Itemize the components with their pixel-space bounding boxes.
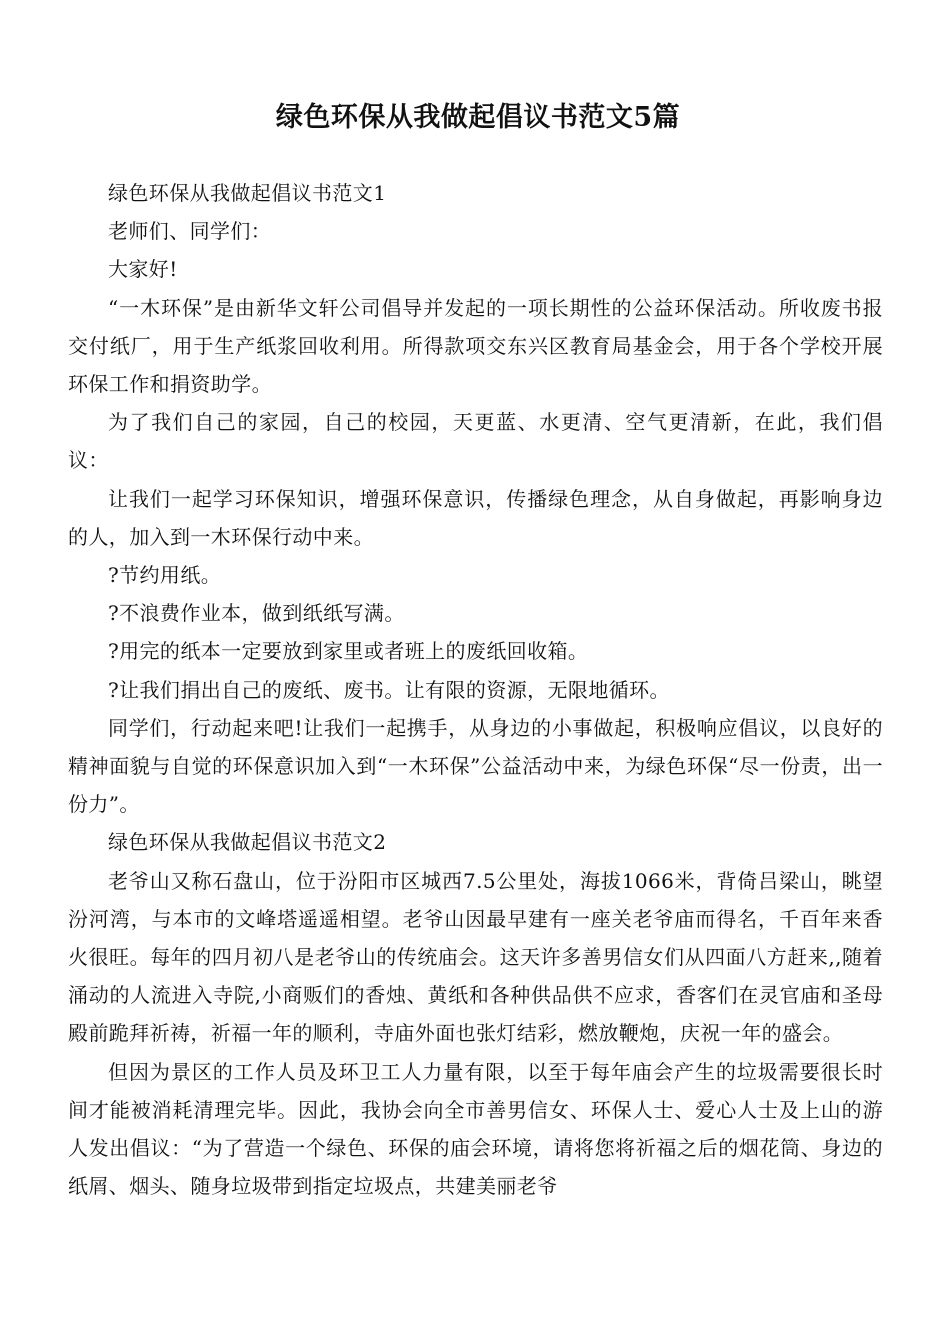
document-page <box>68 96 883 1205</box>
paragraph-body: 让我们一起学习环保知识，增强环保意识，传播绿色理念，从自身做起，再影响身边的人，加入到一木环保行动中来。 <box>68 486 883 549</box>
paragraph-section-heading-2: 绿色环保从我做起倡议书范文2 <box>108 830 387 855</box>
paragraph-section-heading-1: 绿色环保从我做起倡议书范文1 <box>108 181 387 205</box>
paragraph-list-item: ?不浪费作业本，做到纸纸写满。 <box>108 601 405 626</box>
document-title: 绿色环保从我做起倡议书范文5篇 <box>275 102 681 133</box>
paragraph-body: “一木环保”是由新华文轩公司倡导并发起的一项长期性的公益环保活动。所收废书报交付纸厂，用于生产纸浆回收利用。所得款项交东兴区教育局基金会，用于各个学校开展环保工作和捐资助学。 <box>68 295 883 397</box>
paragraph-list-item: ?节约用纸。 <box>108 563 222 588</box>
paragraph-list-item: ?让我们捐出自己的废纸、废书。让有限的资源，无限地循环。 <box>108 677 670 702</box>
paragraph-body: 但因为景区的工作人员及环卫工人力量有限，以至于每年庙会产生的垃圾需要很长时间才能被消耗清理完毕。因此，我协会向全市善男信女、环保人士、爱心人士及上山的游人发出倡议：“为了营造一个绿色、环保的庙会环境，请将您将祈福之后的烟花筒、身边的纸屑、烟头、随身垃圾带到指定垃圾点，共建美丽老爷 <box>68 1059 883 1199</box>
paragraph-salutation: 老师们、同学们： <box>108 219 272 244</box>
paragraph-body: 老爷山又称石盘山，位于汾阳市区城西7.5公里处，海拔1066米，背倚吕梁山，眺望汾河湾，与本市的文峰塔遥遥相望。老爷山因最早建有一座关老爷庙而得名，千百年来香火很旺。每年的四月初八是老爷山的传统庙会。这天许多善男信女们从四面八方赶来,,随着涌动的人流进入寺院,小商贩们的香烛、黄纸和各种供品供不应求，香客们在灵官庙和圣母殿前跪拜祈祷，祈福一年的顺利，寺庙外面也张灯结彩，燃放鞭炮，庆祝一年的盛会。 <box>68 868 883 1046</box>
paragraph-greeting: 大家好! <box>108 257 178 282</box>
paragraph-body: 为了我们自己的家园，自己的校园，天更蓝、水更清、空气更清新，在此，我们倡议： <box>68 410 883 473</box>
paragraph-body: 同学们，行动起来吧!让我们一起携手，从身边的小事做起，积极响应倡议，以良好的精神面貌与自觉的环保意识加入到“一木环保”公益活动中来，为绿色环保“尽一份责，出一份力”。 <box>68 715 883 817</box>
paragraph-list-item: ?用完的纸本一定要放到家里或者班上的废纸回收箱。 <box>108 639 589 664</box>
